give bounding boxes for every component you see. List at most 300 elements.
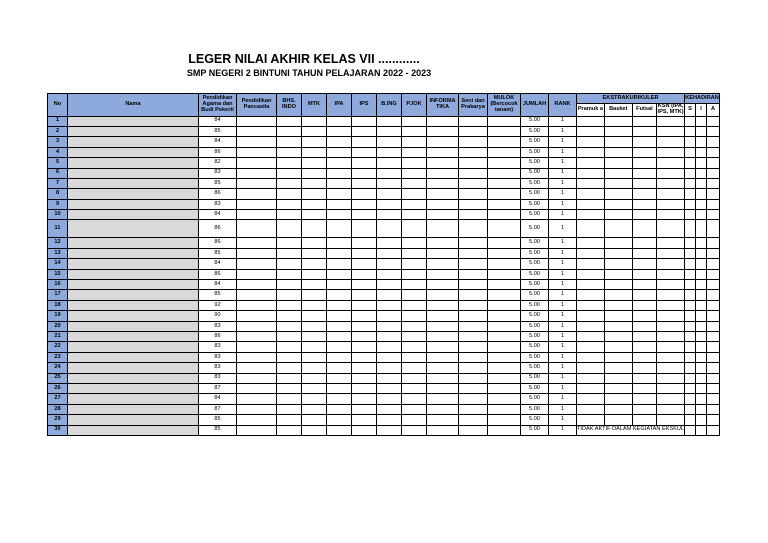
cell-grade <box>302 126 327 136</box>
cell-kehadiran <box>696 425 707 435</box>
cell-nama <box>68 269 199 279</box>
cell-ekskul <box>632 210 657 220</box>
cell-grade <box>327 363 352 373</box>
cell-kehadiran <box>696 383 707 393</box>
cell-pai: 86 <box>199 332 237 342</box>
table-row <box>48 199 720 209</box>
cell-jumlah: 5.00 <box>521 168 549 178</box>
cell-grade <box>277 168 302 178</box>
cell-grade <box>277 126 302 136</box>
cell-grade <box>352 178 377 188</box>
cell-pai: 86 <box>199 147 237 157</box>
cell-grade <box>237 189 277 199</box>
cell-grade <box>459 126 488 136</box>
cell-ekskul <box>632 415 657 425</box>
cell-ekskul <box>604 137 632 147</box>
cell-grade <box>352 425 377 435</box>
cell-grade <box>402 178 427 188</box>
cell-grade <box>427 321 459 331</box>
cell-ekskul <box>577 280 605 290</box>
cell-grade <box>327 178 352 188</box>
cell-nama <box>68 373 199 383</box>
cell-grade <box>327 147 352 157</box>
cell-ekskul <box>577 220 605 238</box>
cell-kehadiran <box>707 342 720 352</box>
cell-grade <box>277 415 302 425</box>
cell-ekskul <box>577 332 605 342</box>
cell-grade <box>377 137 402 147</box>
cell-grade <box>402 373 427 383</box>
cell-grade <box>352 126 377 136</box>
cell-grade <box>352 415 377 425</box>
cell-nama <box>68 189 199 199</box>
cell-rank: 1 <box>549 300 577 310</box>
cell-ekskul <box>577 321 605 331</box>
cell-ekskul <box>657 415 685 425</box>
cell-grade <box>459 311 488 321</box>
cell-ekskul <box>632 280 657 290</box>
cell-grade <box>402 137 427 147</box>
cell-kehadiran <box>696 342 707 352</box>
cell-grade <box>377 168 402 178</box>
cell-grade <box>352 248 377 258</box>
cell-kehadiran <box>685 259 696 269</box>
cell-nama <box>68 259 199 269</box>
cell-rank: 1 <box>549 158 577 168</box>
cell-grade <box>459 321 488 331</box>
cell-grade <box>352 332 377 342</box>
cell-rank: 1 <box>549 269 577 279</box>
cell-jumlah: 5.00 <box>521 178 549 188</box>
cell-rank: 1 <box>549 321 577 331</box>
cell-pai: 84 <box>199 137 237 147</box>
cell-kehadiran <box>707 220 720 238</box>
cell-grade <box>352 269 377 279</box>
cell-grade <box>377 238 402 248</box>
cell-ekskul <box>577 342 605 352</box>
cell-grade <box>427 269 459 279</box>
cell-grade <box>377 321 402 331</box>
cell-grade <box>302 404 327 414</box>
cell-grade <box>402 311 427 321</box>
cell-grade <box>427 158 459 168</box>
cell-grade <box>237 137 277 147</box>
cell-grade <box>459 116 488 126</box>
cell-no: 4 <box>48 147 68 157</box>
cell-grade <box>237 199 277 209</box>
cell-pai: 85 <box>199 425 237 435</box>
header-alpa: A <box>707 104 720 116</box>
cell-ekskul <box>632 342 657 352</box>
cell-kehadiran <box>696 210 707 220</box>
cell-ekskul <box>604 147 632 157</box>
cell-grade <box>277 383 302 393</box>
cell-pai: 86 <box>199 269 237 279</box>
table-row <box>48 300 720 310</box>
cell-ekskul <box>577 147 605 157</box>
cell-grade <box>237 363 277 373</box>
cell-grade <box>488 238 521 248</box>
cell-ekskul <box>604 158 632 168</box>
cell-grade <box>377 248 402 258</box>
cell-ekskul <box>577 415 605 425</box>
cell-grade <box>377 269 402 279</box>
cell-pai: 85 <box>199 248 237 258</box>
cell-kehadiran <box>685 126 696 136</box>
cell-kehadiran <box>696 321 707 331</box>
header-kehadiran: KEHADIRAN <box>685 94 720 104</box>
cell-grade <box>377 383 402 393</box>
cell-ekskul <box>632 332 657 342</box>
cell-ekskul <box>604 220 632 238</box>
cell-ekskul <box>577 158 605 168</box>
cell-grade <box>402 248 427 258</box>
cell-grade <box>402 383 427 393</box>
cell-ekskul <box>604 321 632 331</box>
cell-grade <box>402 220 427 238</box>
cell-grade <box>237 126 277 136</box>
table-row <box>48 311 720 321</box>
cell-nama <box>68 394 199 404</box>
cell-grade <box>302 158 327 168</box>
cell-kehadiran <box>685 425 696 435</box>
cell-kehadiran <box>696 363 707 373</box>
cell-jumlah: 5.00 <box>521 363 549 373</box>
cell-grade <box>488 300 521 310</box>
cell-ekskul <box>632 178 657 188</box>
cell-grade <box>352 363 377 373</box>
header-seni: Seni dan Prakarya <box>459 94 488 117</box>
cell-grade <box>327 425 352 435</box>
cell-ekskul <box>657 269 685 279</box>
cell-nama <box>68 321 199 331</box>
cell-kehadiran <box>707 189 720 199</box>
cell-grade <box>327 290 352 300</box>
cell-grade <box>377 280 402 290</box>
cell-no: 14 <box>48 259 68 269</box>
cell-nama <box>68 248 199 258</box>
cell-ekskul <box>604 300 632 310</box>
cell-grade <box>488 220 521 238</box>
cell-kehadiran <box>696 415 707 425</box>
cell-kehadiran <box>696 352 707 362</box>
cell-kehadiran <box>696 137 707 147</box>
cell-no: 11 <box>48 220 68 238</box>
cell-pai: 84 <box>199 394 237 404</box>
cell-grade <box>352 220 377 238</box>
cell-grade <box>459 210 488 220</box>
cell-ekskul <box>604 189 632 199</box>
cell-no: 25 <box>48 373 68 383</box>
cell-jumlah: 5.00 <box>521 300 549 310</box>
cell-grade <box>459 373 488 383</box>
cell-rank: 1 <box>549 342 577 352</box>
cell-grade <box>352 259 377 269</box>
cell-no: 7 <box>48 178 68 188</box>
cell-grade <box>427 342 459 352</box>
cell-rank: 1 <box>549 290 577 300</box>
cell-grade <box>459 415 488 425</box>
table-row <box>48 383 720 393</box>
cell-kehadiran <box>696 394 707 404</box>
cell-grade <box>377 290 402 300</box>
cell-nama <box>68 116 199 126</box>
cell-ekskul <box>657 168 685 178</box>
cell-jumlah: 5.00 <box>521 383 549 393</box>
cell-ekskul <box>604 311 632 321</box>
cell-grade <box>402 269 427 279</box>
cell-no: 5 <box>48 158 68 168</box>
cell-grade <box>237 321 277 331</box>
cell-grade <box>377 311 402 321</box>
cell-ekskul <box>604 280 632 290</box>
cell-kehadiran <box>685 404 696 414</box>
cell-grade <box>377 425 402 435</box>
cell-ekskul <box>657 178 685 188</box>
cell-ekskul <box>657 332 685 342</box>
cell-jumlah: 5.00 <box>521 332 549 342</box>
cell-kehadiran <box>685 189 696 199</box>
cell-rank: 1 <box>549 220 577 238</box>
cell-grade <box>427 238 459 248</box>
cell-ekskul <box>657 238 685 248</box>
cell-pai: 85 <box>199 126 237 136</box>
cell-ekskul <box>632 321 657 331</box>
cell-jumlah: 5.00 <box>521 199 549 209</box>
cell-grade <box>302 199 327 209</box>
cell-grade <box>237 116 277 126</box>
cell-kehadiran <box>685 300 696 310</box>
header-pjok: PJOK <box>402 94 427 117</box>
cell-nama <box>68 363 199 373</box>
cell-grade <box>402 321 427 331</box>
table-row <box>48 189 720 199</box>
cell-grade <box>352 394 377 404</box>
cell-kehadiran <box>696 311 707 321</box>
cell-ekskul <box>632 311 657 321</box>
cell-jumlah: 5.00 <box>521 259 549 269</box>
cell-kehadiran <box>707 415 720 425</box>
cell-grade <box>237 342 277 352</box>
cell-grade <box>302 373 327 383</box>
cell-kehadiran <box>707 404 720 414</box>
cell-kehadiran <box>696 259 707 269</box>
cell-no: 26 <box>48 383 68 393</box>
cell-no: 15 <box>48 269 68 279</box>
header-rank: RANK <box>549 94 577 117</box>
cell-ekskul <box>632 168 657 178</box>
cell-jumlah: 5.00 <box>521 394 549 404</box>
cell-grade <box>402 300 427 310</box>
cell-grade <box>327 332 352 342</box>
cell-no: 17 <box>48 290 68 300</box>
cell-no: 12 <box>48 238 68 248</box>
cell-no: 29 <box>48 415 68 425</box>
cell-grade <box>402 425 427 435</box>
cell-grade <box>302 269 327 279</box>
cell-grade <box>488 363 521 373</box>
cell-grade <box>402 189 427 199</box>
cell-grade <box>402 404 427 414</box>
cell-ekskul <box>632 189 657 199</box>
cell-grade <box>488 158 521 168</box>
cell-ekskul <box>632 220 657 238</box>
header-bindo: BHS. INDO <box>277 94 302 117</box>
cell-kehadiran <box>696 373 707 383</box>
table-row <box>48 259 720 269</box>
cell-grade <box>277 342 302 352</box>
cell-grade <box>402 116 427 126</box>
cell-grade <box>302 116 327 126</box>
cell-grade <box>352 199 377 209</box>
cell-no: 8 <box>48 189 68 199</box>
cell-no: 21 <box>48 332 68 342</box>
cell-grade <box>302 290 327 300</box>
cell-grade <box>352 352 377 362</box>
cell-grade <box>352 116 377 126</box>
cell-grade <box>459 383 488 393</box>
cell-rank: 1 <box>549 259 577 269</box>
cell-grade <box>302 352 327 362</box>
cell-kehadiran <box>707 373 720 383</box>
cell-grade <box>277 210 302 220</box>
cell-grade <box>352 168 377 178</box>
cell-jumlah: 5.00 <box>521 311 549 321</box>
cell-kehadiran <box>707 332 720 342</box>
cell-no: 9 <box>48 199 68 209</box>
cell-grade <box>327 137 352 147</box>
header-pai: Pendidikan Agama dan Budi Pekerti <box>199 94 237 117</box>
cell-pai: 92 <box>199 300 237 310</box>
cell-ekskul <box>577 363 605 373</box>
cell-jumlah: 5.00 <box>521 147 549 157</box>
cell-ekskul <box>657 259 685 269</box>
cell-grade <box>237 178 277 188</box>
cell-pai: 90 <box>199 311 237 321</box>
cell-pai: 85 <box>199 290 237 300</box>
cell-ekskul <box>577 210 605 220</box>
cell-ekskul <box>577 259 605 269</box>
cell-rank: 1 <box>549 116 577 126</box>
cell-kehadiran <box>696 404 707 414</box>
cell-grade <box>402 147 427 157</box>
cell-kehadiran <box>707 137 720 147</box>
cell-ekskul <box>657 311 685 321</box>
cell-grade <box>327 248 352 258</box>
cell-ekskul <box>604 269 632 279</box>
cell-grade <box>402 126 427 136</box>
cell-grade <box>427 332 459 342</box>
cell-grade <box>459 248 488 258</box>
cell-pai: 83 <box>199 363 237 373</box>
cell-rank: 1 <box>549 352 577 362</box>
cell-pai: 83 <box>199 199 237 209</box>
cell-grade <box>488 394 521 404</box>
cell-kehadiran <box>707 321 720 331</box>
cell-grade <box>302 300 327 310</box>
cell-grade <box>277 290 302 300</box>
cell-grade <box>488 404 521 414</box>
cell-grade <box>427 137 459 147</box>
cell-rank: 1 <box>549 178 577 188</box>
cell-rank: 1 <box>549 280 577 290</box>
cell-no: 30 <box>48 425 68 435</box>
cell-kehadiran <box>685 321 696 331</box>
cell-grade <box>352 404 377 414</box>
cell-grade <box>327 210 352 220</box>
cell-grade <box>427 248 459 258</box>
cell-no: 19 <box>48 311 68 321</box>
cell-grade <box>327 342 352 352</box>
cell-grade <box>377 147 402 157</box>
cell-grade <box>237 220 277 238</box>
cell-kehadiran <box>696 290 707 300</box>
cell-grade <box>352 383 377 393</box>
cell-ekskul <box>577 373 605 383</box>
cell-ekskul <box>632 137 657 147</box>
cell-grade <box>237 425 277 435</box>
header-jumlah: JUMLAH <box>521 94 549 117</box>
cell-grade <box>377 404 402 414</box>
cell-jumlah: 5.00 <box>521 342 549 352</box>
cell-no: 6 <box>48 168 68 178</box>
cell-grade <box>327 158 352 168</box>
cell-kehadiran <box>685 415 696 425</box>
cell-rank: 1 <box>549 404 577 414</box>
cell-jumlah: 5.00 <box>521 425 549 435</box>
cell-ekskul <box>577 168 605 178</box>
cell-pai: 86 <box>199 189 237 199</box>
cell-grade <box>402 290 427 300</box>
cell-kehadiran <box>685 158 696 168</box>
cell-kehadiran <box>696 116 707 126</box>
table-row <box>48 147 720 157</box>
cell-kehadiran <box>685 147 696 157</box>
cell-nama <box>68 311 199 321</box>
cell-kehadiran <box>685 311 696 321</box>
cell-grade <box>327 311 352 321</box>
cell-grade <box>237 280 277 290</box>
cell-ekskul <box>632 363 657 373</box>
cell-grade <box>459 189 488 199</box>
cell-grade <box>427 363 459 373</box>
cell-ekskul <box>657 373 685 383</box>
cell-grade <box>402 363 427 373</box>
cell-grade <box>237 168 277 178</box>
cell-grade <box>427 116 459 126</box>
cell-grade <box>459 199 488 209</box>
cell-grade <box>427 259 459 269</box>
cell-grade <box>237 383 277 393</box>
cell-kehadiran <box>696 300 707 310</box>
cell-grade <box>327 383 352 393</box>
cell-grade <box>488 137 521 147</box>
cell-grade <box>277 147 302 157</box>
cell-grade <box>277 311 302 321</box>
header-ips: IPS <box>352 94 377 117</box>
cell-grade <box>352 290 377 300</box>
table-row <box>48 238 720 248</box>
header-futsal: Futsal <box>632 104 657 116</box>
cell-ekskul <box>604 126 632 136</box>
cell-ekskul <box>604 168 632 178</box>
cell-grade <box>352 158 377 168</box>
cell-grade <box>427 404 459 414</box>
cell-jumlah: 5.00 <box>521 415 549 425</box>
cell-nama <box>68 415 199 425</box>
cell-kehadiran <box>696 220 707 238</box>
cell-grade <box>352 373 377 383</box>
